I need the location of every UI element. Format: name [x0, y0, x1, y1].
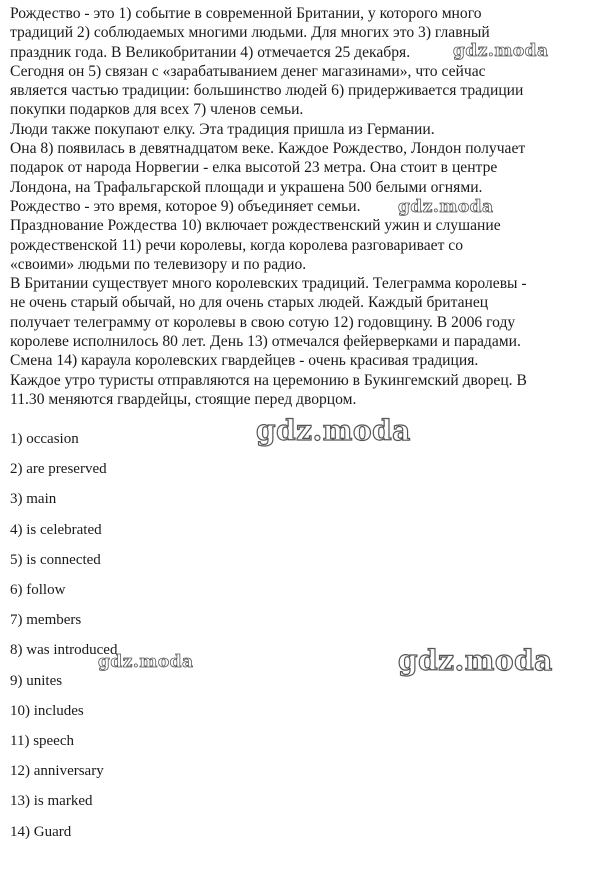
answer-item: 5) is connected — [10, 551, 101, 568]
text-line: Лондона, на Трафальгарской площади и украшена 500 белыми огнями. — [10, 178, 483, 196]
answer-item: 1) occasion — [10, 431, 79, 447]
answer-item: 7) members — [10, 612, 82, 629]
text-line: 11.30 меняются гвардейцы, стоящие перед дворцом. — [10, 390, 357, 408]
text-line: «своими» людьми по телевизору и по радио. — [10, 255, 307, 273]
text-line: подарок от народа Норвегии - елка высотой 23 метра. Она стоит в центре — [10, 159, 498, 177]
text-line: Она 8) появилась в девятнадцатом веке. Каждое Рождество, Лондон получает — [10, 140, 526, 158]
answer-item: 14) Guard — [10, 823, 72, 840]
answer-item: 4) is celebrated — [10, 521, 102, 538]
text-line: покупки подарков для всех 7) членов семьи. — [10, 101, 304, 119]
answer-item: 13) is marked — [10, 793, 93, 810]
text-line: праздник года. В Великобритании 4) отмечается 25 декабря. — [10, 43, 411, 61]
watermark: gdz.moda — [98, 652, 194, 672]
text-body — [10, 4, 586, 409]
answer-item: 10) includes — [10, 702, 84, 719]
watermark: gdz.moda — [398, 197, 494, 217]
answer-item: 11) speech — [10, 733, 74, 750]
text-line: получает телеграмму от королевы в свою сотую 12) годовщину. В 2006 году — [10, 313, 516, 331]
text-line: Рождество - это время, которое 9) объединяет семьи. — [10, 197, 361, 215]
text-line: Люди также покупают елку. Эта традиция пришла из Германии. — [10, 120, 435, 138]
answer-item: 2) are preserved — [10, 461, 107, 478]
russian-text — [10, 4, 586, 409]
text-line: традиций 2) соблюдаемых многими людьми. Для многих это 3) главный — [10, 24, 490, 42]
text-line: не очень старый обычай, но для очень старых людей. Каждый британец — [10, 294, 489, 312]
text-line: Празднование Рождества 10) включает рождественский ужин и слушание — [10, 217, 501, 235]
watermark: gdz.moda — [256, 414, 411, 447]
answer-list — [10, 424, 117, 847]
answer-item: 8) was introduced — [10, 642, 118, 659]
text-line: королеве исполнилось 80 лет. День 13) отмечался фейерверками и парадами. — [10, 333, 521, 351]
text-line: Рождество - это 1) событие в современной Британии, у которого много — [10, 5, 482, 22]
text-line: рождественской 11) речи королевы, когда королева разговаривает со — [10, 236, 464, 254]
answer-item: 9) unites — [10, 672, 63, 689]
watermark: gdz.moda — [398, 644, 553, 677]
answer-item: 6) follow — [10, 582, 66, 599]
text-line: Каждое утро туристы отправляются на церемонию в Букингемский дворец. В — [10, 371, 527, 389]
text-line: Сегодня он 5) связан с «зарабатыванием денег магазинами», что сейчас — [10, 62, 486, 80]
answer-item: 12) anniversary — [10, 763, 104, 780]
text-line: является частью традиции: большинство людей 6) придерживается традиции — [10, 82, 524, 100]
watermark: gdz.moda — [453, 41, 549, 61]
text-line: Смена 14) караула королевских гвардейцев - очень красивая традиция. — [10, 352, 479, 370]
answer-item: 3) main — [10, 491, 57, 508]
text-line: В Британии существует много королевских традиций. Телеграмма королевы - — [10, 275, 527, 293]
